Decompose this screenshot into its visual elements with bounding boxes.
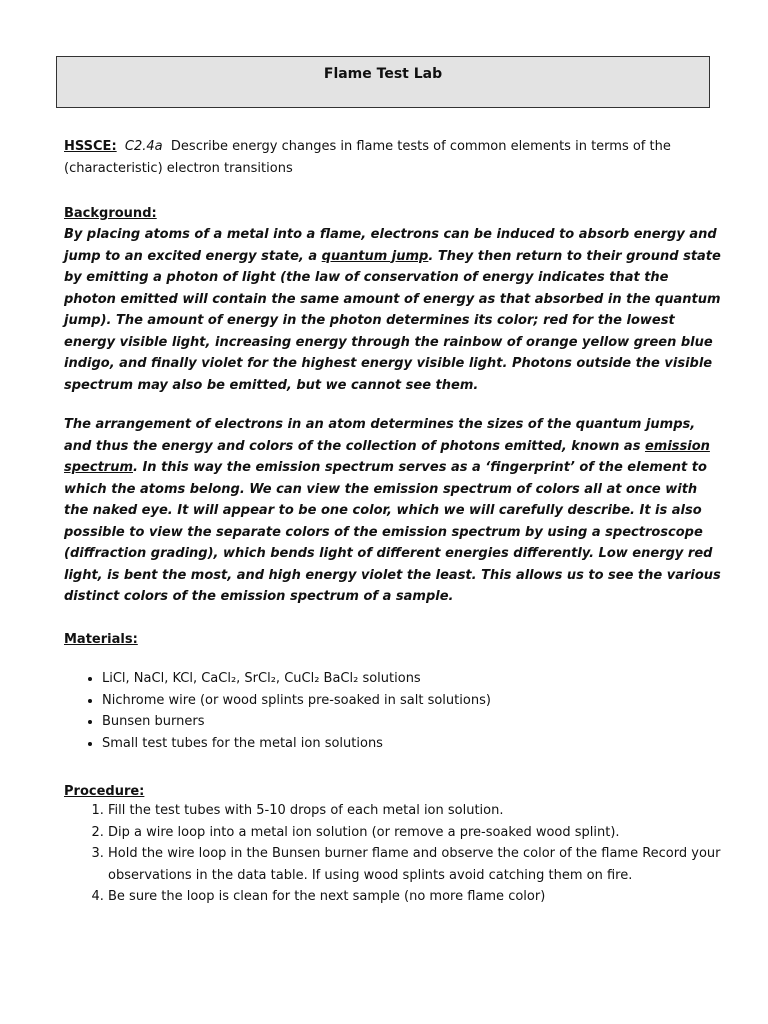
background-paragraph-1 (64, 224, 724, 396)
procedure-step: 2. Dip a wire loop into a metal ion solution (or remove a pre-soaked wood splint). (108, 822, 728, 844)
hssce-text: Describe energy changes in flame tests of common elements in terms of the (characteristic) electron transitions (64, 139, 671, 176)
bg2-text-b: . In this way the emission spectrum serves as a ‘fingerprint’ of the element to which the atoms belong. We can view the emission spectrum of colors all at once with the naked eye. It will appear to be one color, which we will carefully describe. It is also possible to view the separate colors of the emission spectrum by using a spectroscope (diffraction grading), which bends light of different energies differently. Low energy red light, is bent the most, and high energy violet the least. This allows us to see the various distinct colors of the emission spectrum of a sample. (64, 460, 721, 604)
materials-heading: Materials: (64, 632, 138, 647)
procedure-step: 4. Be sure the loop is clean for the next sample (no more flame color) (108, 886, 728, 908)
procedure-heading: Procedure: (64, 784, 145, 799)
hssce-label: HSSCE: (64, 139, 117, 154)
bg1-text-b: . They then return to their ground state by emitting a photon of light (the law of conservation of energy indicates that the photon emitted will contain the same amount of energy as that absorbed in the quantum jump). The amount of energy in the photon determines its color; red for the lowest energy visible light, increasing energy through the rainbow of orange yellow green blue indigo, and finally violet for the highest energy visible light. Photons outside the visible spectrum may also be emitted, but we cannot see them. (64, 248, 721, 393)
title-box (56, 56, 710, 108)
list-item: • Small test tubes for the metal ion solutions (102, 733, 491, 755)
page-title: Flame Test Lab (323, 66, 443, 82)
procedure-step: 1. Fill the test tubes with 5-10 drops of each metal ion solution. (108, 800, 728, 822)
background-paragraph-2 (64, 414, 724, 608)
list-item: • Nichrome wire (or wood splints pre-soaked in salt solutions) (102, 690, 491, 712)
list-item: • LiCl, NaCl, KCl, CaCl₂, SrCl₂, CuCl₂ BaCl₂ solutions (102, 668, 491, 690)
procedure-list (88, 800, 728, 908)
hssce-standard (64, 136, 714, 179)
list-item: • Bunsen burners (102, 711, 491, 733)
background-heading: Background: (64, 206, 157, 221)
bg2-text-a: The arrangement of electrons in an atom determines the sizes of the quantum jumps, and thus the energy and colors of the collection of photons emitted, known as (64, 417, 696, 454)
materials-list (80, 668, 491, 754)
emission-spectrum-term: emission spectrum (64, 438, 710, 475)
quantum-jump-term: quantum jump (321, 248, 429, 264)
hssce-code: C2.4a (124, 139, 163, 154)
bg1-text-a: By placing atoms of a metal into a flame, electrons can be induced to absorb energy and jump to an excited energy state, a (64, 227, 717, 264)
procedure-step: 3. Hold the wire loop in the Bunsen burner flame and observe the color of the flame Record your observations in the data table. If using wood splints avoid catching them on fire. (108, 843, 728, 886)
